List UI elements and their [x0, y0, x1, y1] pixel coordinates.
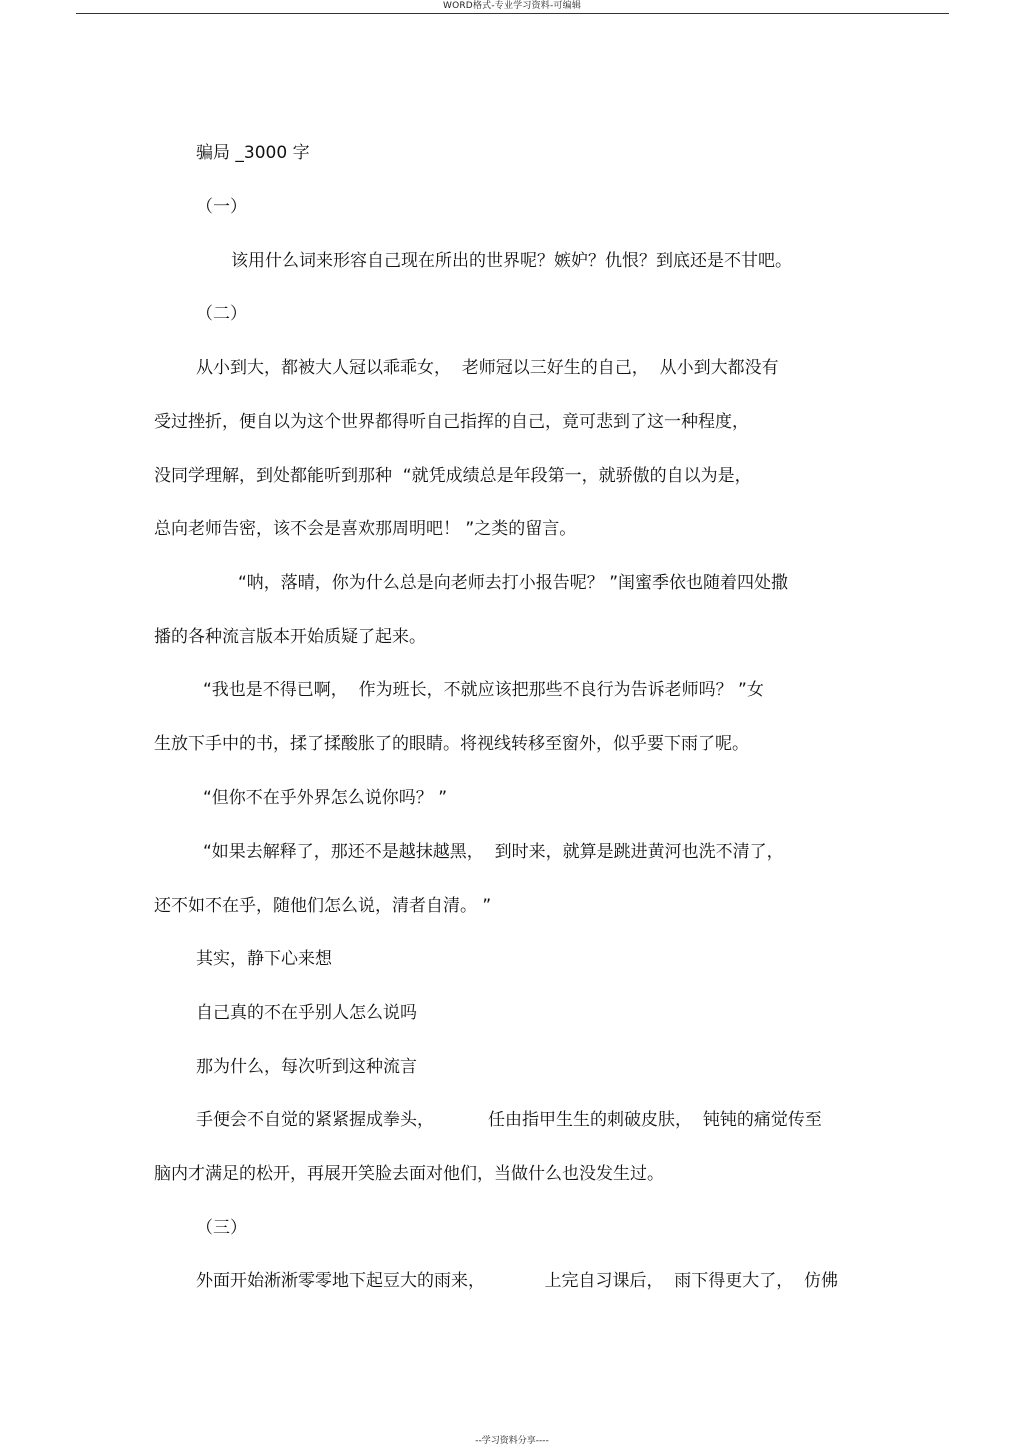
paragraph-2-line: 受过挫折，便自以为这个世界都得听自己指挥的自己，竟可悲到了这一种程度， — [154, 412, 749, 432]
paragraph-5: “但你不在乎外界怎么说你吗？ ” — [203, 788, 448, 808]
paragraph-9: 那为什么，每次听到这种流言 — [196, 1057, 417, 1077]
page-header: WORD格式-专业学习资料-可编辑 — [442, 1, 582, 11]
header-divider — [76, 13, 949, 14]
paragraph-6-line: 还不如不在乎，随他们怎么说，清者自清。 ” — [154, 896, 492, 916]
paragraph-10-line: 脑内才满足的松开，再展开笑脸去面对他们，当做什么也没发生过。 — [154, 1164, 664, 1184]
paragraph-11: 外面开始淅淅零零地下起豆大的雨来， 上完自习课后， 雨下得更大了， 仿佛 — [196, 1271, 839, 1291]
paragraph-2-line: 从小到大，都被大人冠以乖乖女， 老师冠以三好生的自己， 从小到大都没有 — [196, 358, 779, 378]
paragraph-6-line: “如果去解释了，那还不是越抹越黑， 到时来，就算是跳进黄河也洗不清了， — [203, 842, 784, 862]
paragraph-3-line: 播的各种流言版本开始质疑了起来。 — [154, 627, 426, 647]
paragraph-7: 其实，静下心来想 — [196, 949, 332, 969]
paragraph-2-line: 没同学理解，到处都能听到那种 “就凭成绩总是年段第一，就骄傲的自以为是， — [154, 466, 752, 486]
paragraph-4-line: 生放下手中的书，揉了揉酸胀了的眼睛。将视线转移至窗外，似乎要下雨了呢。 — [154, 734, 749, 754]
section-heading-3: （三） — [196, 1218, 247, 1238]
document-title: 骗局 _3000 字 — [196, 143, 310, 163]
paragraph-8: 自己真的不在乎别人怎么说吗 — [196, 1003, 417, 1023]
paragraph-2-line: 总向老师告密，该不会是喜欢那周明吧！ ”之类的留言。 — [154, 519, 577, 539]
section-heading-2: （二） — [196, 304, 247, 324]
page-footer: --学习资料分享---- — [475, 1436, 549, 1446]
section-heading-1: （一） — [196, 197, 247, 217]
paragraph-4-line: “我也是不得已啊， 作为班长，不就应该把那些不良行为告诉老师吗？ ”女 — [203, 680, 764, 700]
paragraph-1: 该用什么词来形容自己现在所出的世界呢？嫉妒？仇恨？到底还是不甘吧。 — [231, 251, 792, 271]
paragraph-10-line: 手便会不自觉的紧紧握成拳头， 任由指甲生生的刺破皮肤， 钝钝的痛觉传至 — [196, 1110, 822, 1130]
paragraph-3-line: “呐，落晴，你为什么总是向老师去打小报告呢？ ”闺蜜季依也随着四处撒 — [238, 573, 789, 593]
